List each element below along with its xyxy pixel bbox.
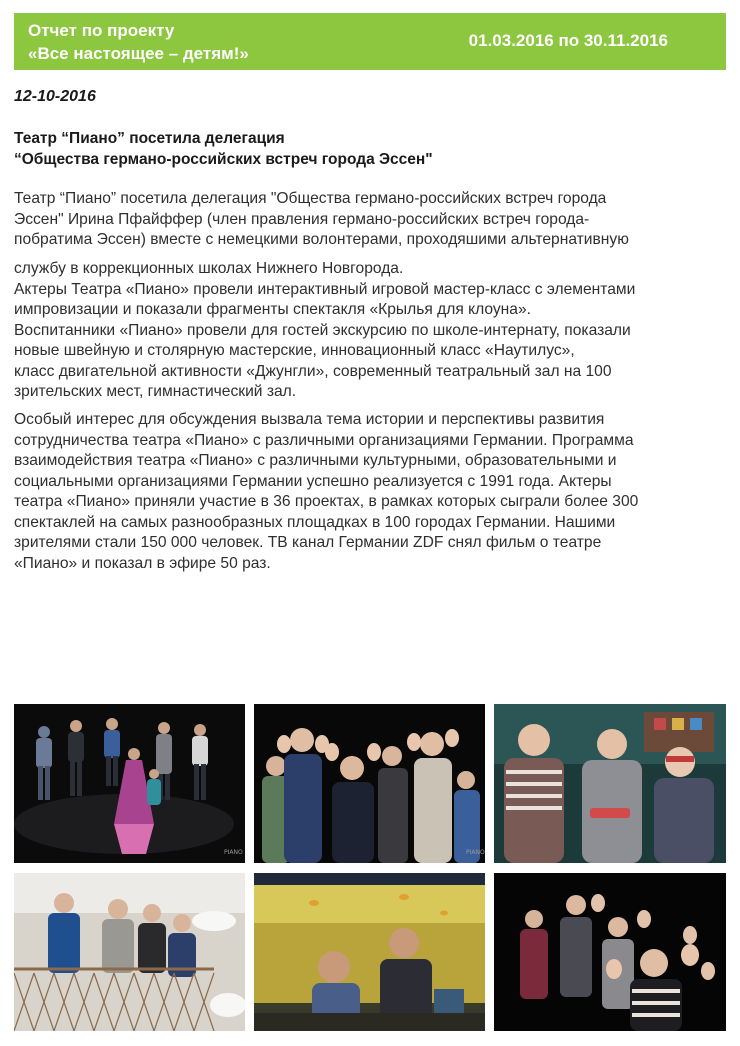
- text-line: сотрудничества театра «Пиано» с различными организациями Германии. Программа: [14, 431, 634, 449]
- text-line: новые швейную и столярную мастерские, инновационный класс «Наутилус»,: [14, 342, 575, 359]
- text-line: Воспитанники «Пиано» провели для гостей экскурсию по школе-интернату, показали: [14, 321, 631, 339]
- text-line: «Пиано» и показал в эфире 50 раз.: [14, 554, 271, 572]
- photo-group-hands-image: [254, 704, 485, 863]
- entry-date: 12-10-2016: [14, 88, 96, 105]
- text-line: Особый интерес для обсуждения вызвала тема истории и перспективы развития: [14, 411, 605, 428]
- text-line: Актеры Театра «Пиано» провели интерактивный игровой мастер-класс с элементами: [14, 280, 636, 298]
- project-title-line-1: Отчет по проекту: [28, 21, 175, 40]
- paragraph-intro: [14, 189, 726, 251]
- photo-group-hands: [254, 704, 485, 863]
- photo-aquarium: [254, 873, 485, 1031]
- article-title-line-1: Театр “Пиано” посетила делегация: [14, 130, 285, 147]
- project-dates: 01.03.2016 по 30.11.2016: [468, 31, 668, 50]
- photo-actors-reaching: [494, 873, 726, 1031]
- article-title-line-2: “Общества германо-российских встреч города Эссен": [14, 151, 433, 168]
- text-line: зрительских мест, гимнастический зал.: [14, 383, 297, 400]
- text-line: взаимодействия театра «Пиано» с различными культурными, образовательными и: [14, 452, 617, 469]
- text-line: спектаклей на самых разнообразных площадках в 100 городах Германии. Нашими: [14, 513, 616, 531]
- text-line: театра «Пиано» приняли участие в 36 проектах, в рамках которых сыграли более 300: [14, 493, 639, 510]
- photo-workshop: [494, 704, 726, 863]
- photo-rehearsal-stage: [14, 704, 245, 863]
- project-title-line-2: «Все настоящее – детям!»: [28, 44, 249, 63]
- photo-actors-reaching-image: [494, 873, 726, 1031]
- text-line: побратима Эссен) вместе с немецкими волонтерами, проходяшими альтернативную: [14, 231, 629, 248]
- photo-visitors-stairs-image: [14, 873, 245, 1031]
- text-line: импровизации и показали фрагменты спектакля «Крылья для клоуна».: [14, 301, 531, 318]
- header-bar: [14, 13, 726, 70]
- paragraph-history: [14, 410, 726, 574]
- text-line: службу в коррекционных школах Нижнего Новгорода.: [14, 260, 404, 277]
- watermark-piano: PIANO: [224, 849, 243, 856]
- text-line: Эссен" Ирина Пфайффер (член правления германо-российских встреч города-: [14, 210, 590, 228]
- text-line: зрителями стали 150 000 человек. ТВ канал Германии ZDF снял фильм о театре: [14, 534, 602, 551]
- paragraph-visit: [14, 259, 726, 403]
- photo-rehearsal-stage-image: [14, 704, 245, 863]
- photo-aquarium-image: [254, 873, 485, 1031]
- watermark-piano: PIANO: [466, 849, 485, 856]
- article-title: [14, 128, 714, 170]
- text-line: социальными организациями Германии успешно реализуется с 1991 года. Актеры: [14, 472, 612, 490]
- text-line: класс двигательной активности «Джунгли», современный театральный зал на 100: [14, 362, 612, 380]
- project-title: [28, 19, 249, 65]
- text-line: Театр “Пиано” посетила делегация "Общества германо-российских встреч города: [14, 190, 607, 207]
- photo-workshop-image: [494, 704, 726, 863]
- photo-visitors-stairs: [14, 873, 245, 1031]
